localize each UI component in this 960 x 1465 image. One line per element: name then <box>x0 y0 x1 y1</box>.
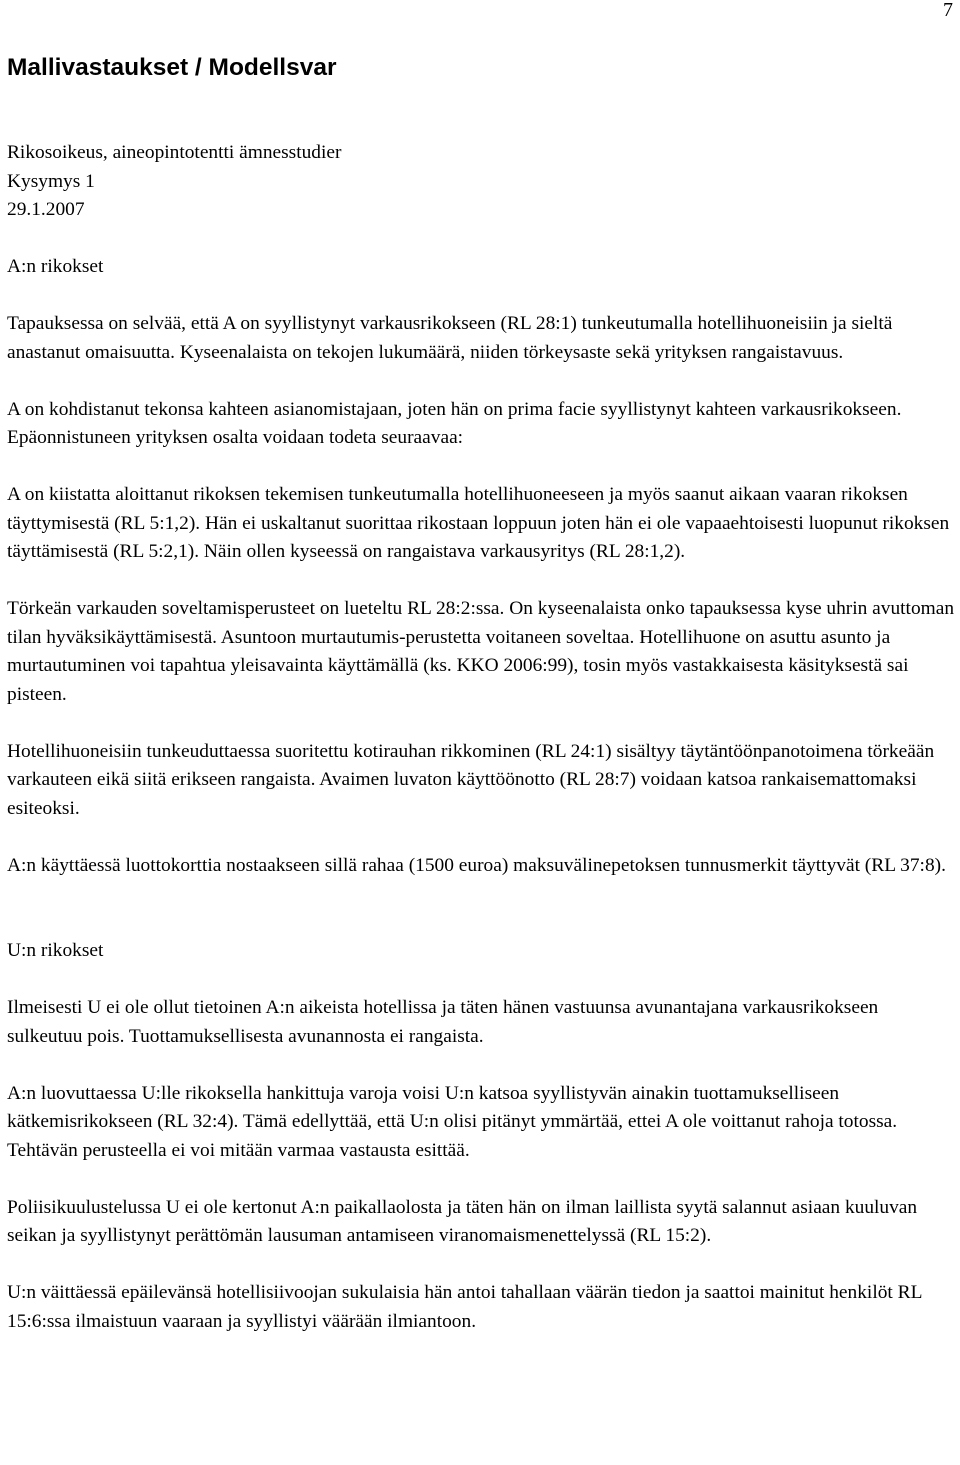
document-body <box>7 139 955 1336</box>
section-u-paragraph: A:n luovuttaessa U:lle rikoksella hankittuja varoja voisi U:n katsoa syyllistyvän ainakin tuottamukselliseen kätkemisrikokseen (RL 32:4). Tämä edellyttää, että U:n olisi pitänyt ymmärtää, ettei A ole voittanut rahoja totossa. Tehtävän perusteella ei voi mitään varmaa vastausta esittää. <box>7 1082 898 1161</box>
section-a-paragraph: A on kiistatta aloittanut rikoksen tekemisen tunkeutumalla hotellihuoneeseen ja myös saanut aikaan vaaran rikoksen täyttymisestä (RL 5:1,2). Hän ei uskaltanut suorittaa rikostaan loppuun joten hän ei ole vapaaehtoisesti luopunut rikoksen täyttämisestä (RL 5:2,1). Näin ollen kyseessä on rangaistava varkausyritys (RL 28:1,2). <box>7 484 950 562</box>
document-title: Mallivastaukset / Modellsvar <box>7 54 337 81</box>
course-line: Rikosoikeus, aineopintotentti ämnesstudier <box>7 142 342 163</box>
section-a-paragraph: Törkeän varkauden soveltamisperusteet on lueteltu RL 28:2:ssa. On kyseenalaista onko tapauksessa kyse uhrin avuttoman tilan hyväksikäyttämisestä. Asuntoon murtautumis-perustetta voitaneen soveltaa. Hotellihuone on asuttu asunto ja murtautuminen voi tapahtua yleisavainta käyttämällä (ks. KKO 2006:99), tosin myös vastakkaisesta käsityksestä sai pisteen. <box>7 598 955 705</box>
question-line: Kysymys 1 <box>7 170 95 192</box>
document-header-block <box>7 139 955 225</box>
date-line: 29.1.2007 <box>7 199 85 220</box>
section-a-paragraph: A on kohdistanut tekonsa kahteen asianomistajaan, joten hän on prima facie syyllistynyt kahteen varkausrikokseen. Epäonnistuneen yrityksen osalta voidaan todeta seuraavaa: <box>7 398 902 448</box>
section-u-paragraph: U:n väittäessä epäilevänsä hotellisiivoojan sukulaisia hän antoi tahallaan väärän tiedon ja saattoi mainitut henkilöt RL 15:6:ssa ilmaistuun vaaraan ja syyllistyi väärään ilmiantoon. <box>7 1282 922 1332</box>
section-a-paragraph: Hotellihuoneisiin tunkeuduttaessa suoritettu kotirauhan rikkominen (RL 24:1) sisältyy täytäntöönpanotoimena törkeään varkauteen eikä siitä erikseen rangaista. Avaimen luvaton käyttöönotto (RL 28:7) voidaan katsoa rankaisemattomaksi esiteoksi. <box>7 740 935 819</box>
section-a-heading: A:n rikokset <box>7 256 104 277</box>
section-a-paragraph: A:n käyttäessä luottokorttia nostaakseen sillä rahaa (1500 euroa) maksuvälinepetoksen tunnusmerkit täyttyvät (RL 37:8). <box>7 854 946 876</box>
section-u-heading: U:n rikokset <box>7 940 104 961</box>
section-u-paragraph: Ilmeisesti U ei ole ollut tietoinen A:n aikeista hotellissa ja täten hänen vastuunsa avunantajana varkausrikokseen sulkeutuu pois. Tuottamuksellisesta avunannosta ei rangaista. <box>7 997 879 1047</box>
section-u-paragraph: Poliisikuulustelussa U ei ole kertonut A:n paikallaolosta ja täten hän on ilman laillista syytä salannut asiaan kuuluvan seikan ja syyllistynyt perättömän lausuman antamiseen viranomaismenettelyssä (RL 15:2). <box>7 1196 918 1246</box>
page-number: 7 <box>943 0 953 21</box>
section-a-paragraph: Tapauksessa on selvää, että A on syyllistynyt varkausrikokseen (RL 28:1) tunkeutumalla hotellihuoneisiin ja sieltä anastanut omaisuutta. Kyseenalaista on tekojen lukumäärä, niiden törkeysaste sekä yrityksen rangaistavuus. <box>7 313 893 363</box>
